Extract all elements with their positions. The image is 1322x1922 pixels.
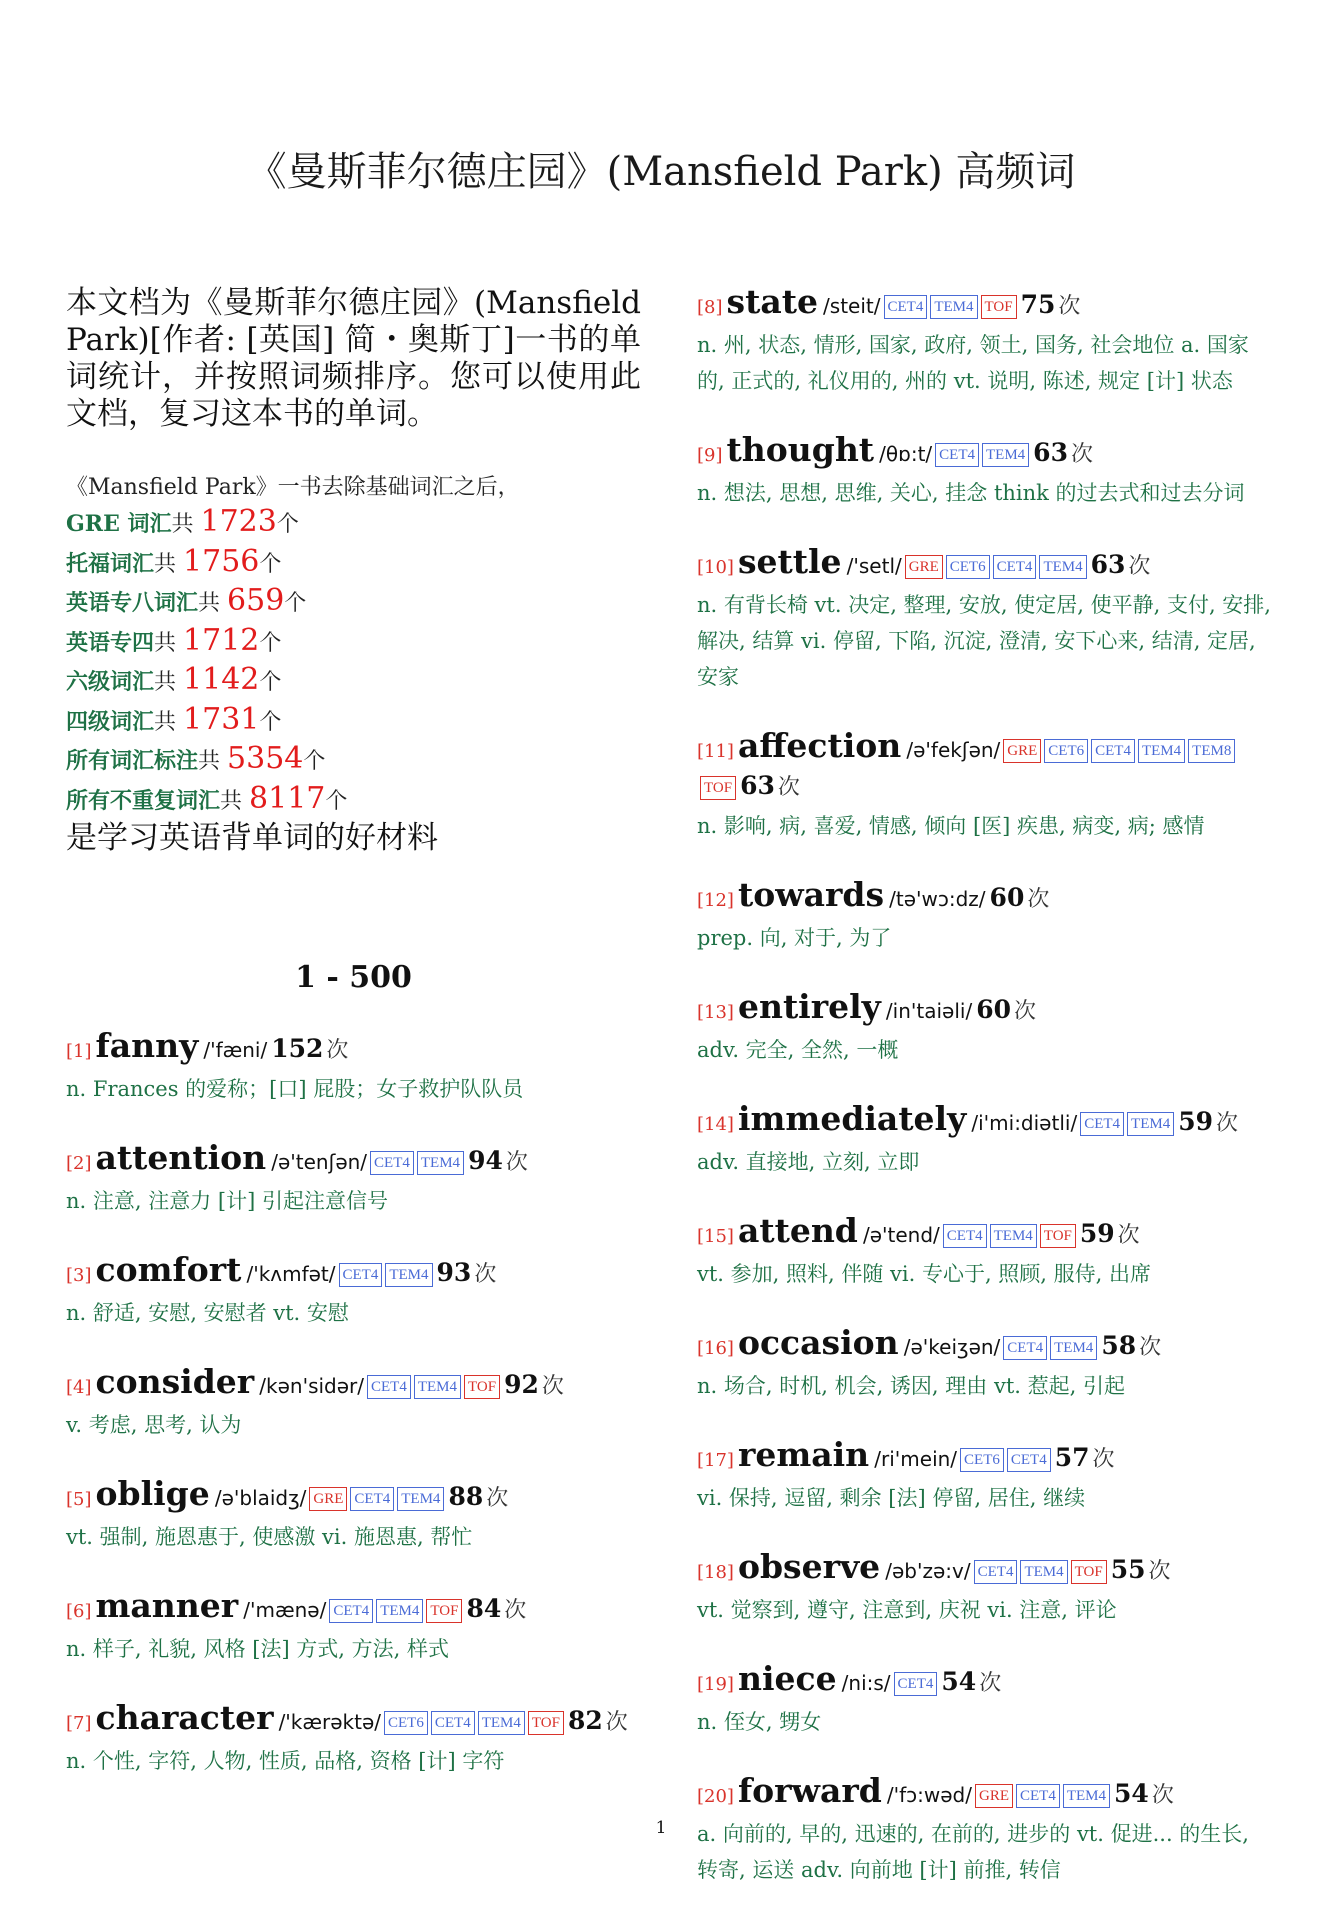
stat-suffix: 个 [276,512,299,537]
word-entry [697,1547,1272,1628]
entry-unit: 次 [1151,1783,1174,1808]
entry-phonetic: /'kærəktə/ [278,1710,382,1734]
entry-tag-badge: TEM8 [1188,739,1235,763]
entry-phonetic: /steit/ [823,294,881,318]
entry-tag-badge: TEM4 [385,1263,432,1287]
entry-word: comfort [95,1250,242,1289]
stat-label: 英语专四 [66,629,155,656]
entry-definition: n. 有背长椅 vt. 决定, 整理, 安放, 使定居, 使平静, 支付, 安排, 解决, 结算 vi. 停留, 下陷, 沉淀, 澄清, 安下心来, 结清, 定居, 安家 [697,593,1271,689]
entry-word: affection [737,726,902,765]
entry-headline [697,1659,1272,1702]
entry-index: [17] [697,1450,734,1471]
stat-pre: 共 [154,670,184,695]
word-entry [66,1362,641,1443]
word-entry [697,1099,1272,1180]
entry-tag-badge: TEM4 [1039,555,1086,579]
entry-unit: 次 [1070,442,1093,467]
entry-tag-badge: TEM4 [414,1375,461,1399]
entry-headline [66,1698,641,1741]
page-title: 《曼斯菲尔德庄园》(Mansfield Park) 高频词 [246,149,1076,195]
entry-unit: 次 [777,775,800,800]
entry-word: niece [737,1659,837,1698]
entry-word: attention [95,1138,267,1177]
stat-label: 英语专八词汇 [66,590,199,616]
entry-phonetic: /in'taiəli/ [885,999,973,1023]
stat-line [66,623,641,663]
entry-index: [20] [697,1786,734,1807]
word-entry [697,1323,1272,1404]
entry-index: [9] [697,445,723,466]
entry-phonetic: /əb'zə:v/ [885,1559,971,1583]
stat-suffix: 个 [303,749,326,774]
word-entry [66,1250,641,1331]
stats-tail: 是学习英语背单词的好材料 [66,820,438,856]
entry-tag-badge: CET4 [884,295,928,319]
entry-index: [11] [697,741,734,762]
entry-frequency: 54 [941,1667,977,1696]
stat-line [66,741,641,781]
entry-headline [697,875,1272,918]
entry-tag-badge: TOF [1071,1560,1107,1584]
left-entry-list [66,1026,641,1779]
entry-tag-badge: CET6 [384,1711,428,1735]
entry-headline [697,282,1272,325]
entry-index: [12] [697,890,734,911]
entry-frequency: 92 [504,1370,539,1399]
entry-frequency: 84 [466,1594,502,1623]
entry-tag-badge: CET4 [370,1151,414,1175]
entry-definition: vi. 保持, 逗留, 剩余 [法] 停留, 居住, 继续 [697,1486,1086,1510]
entry-tag-badge: TOF [981,295,1017,319]
entry-phonetic: /i'mi:diətli/ [971,1111,1078,1135]
entry-unit: 次 [1216,1111,1239,1136]
stat-pre: 共 [154,630,184,656]
entry-word: consider [95,1362,255,1401]
entry-word: towards [737,875,885,914]
entry-tag-badge: CET4 [974,1560,1018,1584]
entry-definition: vt. 参加, 照料, 伴随 vi. 专心于, 照顾, 服侍, 出席 [697,1262,1152,1286]
word-entry [697,1211,1272,1292]
entry-tag-badge: TEM4 [930,295,977,319]
stat-pre: 共 [198,749,228,774]
word-entry [697,542,1272,695]
entry-phonetic: /ə'keiʒən/ [903,1335,1001,1359]
entry-definition: n. 样子, 礼貌, 风格 [法] 方式, 方法, 样式 [66,1637,450,1661]
entry-tag-badge: CET4 [993,555,1037,579]
entry-index: [18] [697,1562,734,1583]
stat-line [66,702,641,742]
entry-frequency: 63 [1090,550,1126,579]
entry-tag-badge: TEM4 [1050,1336,1097,1360]
stat-count: 1723 [200,504,277,539]
entry-word: thought [726,430,875,469]
stat-count: 8117 [249,780,326,816]
entry-phonetic: /'setl/ [846,554,902,578]
stat-label: 四级词汇 [66,708,155,735]
entry-tag-badge: TEM4 [478,1711,525,1735]
word-entry [697,1435,1272,1516]
entry-word: observe [737,1547,881,1586]
entry-tag-badge: CET4 [339,1263,383,1287]
entry-headline [66,1250,641,1293]
entry-headline [697,1323,1272,1366]
entry-definition: a. 向前的, 早的, 迅速的, 在前的, 进步的 vt. 促进... 的生长, 转寄, 运送 adv. 向前地 [计] 前推, 转信 [697,1822,1249,1882]
entry-definition: prep. 向, 对于, 为了 [697,926,892,950]
stat-line [66,544,641,584]
entry-phonetic: /ə'tenʃən/ [271,1150,368,1174]
entry-phonetic: /kən'sidər/ [259,1374,365,1398]
stat-count: 1756 [183,543,260,579]
word-entry [697,875,1272,956]
entry-tag-badge: CET4 [1091,739,1135,763]
word-entry [697,726,1272,844]
stat-label: 所有不重复词汇 [66,787,221,814]
entry-unit: 次 [1058,294,1081,319]
entry-tag-badge: TEM4 [1138,739,1185,763]
entry-definition: adv. 直接地, 立刻, 立即 [697,1150,920,1174]
page-number: 1 [655,1818,667,1838]
entry-phonetic: /ə'blaidʒ/ [214,1486,307,1510]
entry-tag-badge: TEM4 [1127,1112,1174,1136]
stat-line [66,662,641,702]
entry-tag-badge: TOF [528,1711,564,1735]
stat-pre: 共 [171,512,201,537]
entry-word: fanny [95,1026,199,1065]
entry-phonetic: /'mænə/ [243,1598,327,1622]
entry-word: state [726,282,818,321]
entry-definition: n. 个性, 字符, 人物, 性质, 品格, 资格 [计] 字符 [66,1749,505,1773]
entry-definition: n. 注意, 注意力 [计] 引起注意信号 [66,1189,388,1213]
entry-tag-badge: CET4 [1007,1448,1051,1472]
entry-tag-badge: TEM4 [1020,1560,1067,1584]
entry-headline [697,1771,1272,1814]
stat-suffix: 个 [325,788,348,814]
right-entry-list [697,282,1272,1888]
entry-unit: 次 [1148,1559,1171,1584]
entry-index: [15] [697,1226,734,1247]
entry-tag-badge: TOF [464,1375,500,1399]
entry-headline [697,1211,1272,1254]
entry-phonetic: /ri'mein/ [874,1447,958,1471]
entry-unit: 次 [1027,887,1050,912]
intro-paragraph: 本文档为《曼斯菲尔德庄园》(Mansfield Park)[作者: [英国] 简・奥斯丁]一书的单词统计，并按照词频排序。您可以使用此文档，复习这本书的单词。 [66,285,641,432]
entry-frequency: 88 [448,1482,484,1511]
entry-index: [6] [66,1601,92,1622]
entry-definition: n. 影响, 病, 喜爱, 情感, 倾向 [医] 疾患, 病变, 病; 感情 [697,814,1205,838]
stat-count: 659 [227,583,285,618]
entry-definition: n. Frances 的爱称；[口] 屁股；女子救护队队员 [66,1077,524,1101]
entry-definition: v. 考虑, 思考, 认为 [66,1413,242,1437]
word-entry [66,1586,641,1667]
entry-tag-badge: CET6 [960,1448,1004,1472]
entry-word: immediately [737,1099,967,1138]
entry-frequency: 55 [1110,1555,1146,1584]
entry-phonetic: /ni:s/ [841,1671,891,1695]
stat-suffix: 个 [259,709,282,735]
entry-frequency: 93 [436,1258,472,1287]
entry-tag-badge: CET4 [350,1487,394,1511]
entry-tag-badge: TOF [1040,1224,1076,1248]
entry-headline [697,542,1272,585]
entry-tag-badge: CET4 [431,1711,475,1735]
range-heading: 1 - 500 [295,960,412,995]
entry-word: attend [737,1211,858,1250]
entry-definition: n. 场合, 时机, 机会, 诱因, 理由 vt. 惹起, 引起 [697,1374,1125,1398]
stat-suffix: 个 [259,551,282,577]
entry-index: [5] [66,1489,92,1510]
stat-line [66,583,641,623]
entry-headline [66,1474,641,1517]
entry-phonetic: /'fæni/ [203,1038,268,1062]
stat-count: 1712 [183,622,260,658]
entry-index: [4] [66,1377,92,1398]
stats-list [66,504,641,820]
entry-tag-badge: CET4 [367,1375,411,1399]
entry-tag-badge: TEM4 [417,1151,464,1175]
entry-unit: 次 [541,1374,564,1399]
entry-definition: n. 舒适, 安慰, 安慰者 vt. 安慰 [66,1301,349,1325]
entry-word: entirely [737,987,881,1026]
word-entry [697,1659,1272,1740]
entry-frequency: 82 [567,1706,603,1735]
entry-tag-badge: TEM4 [397,1487,444,1511]
entry-frequency: 94 [468,1146,503,1175]
entry-frequency: 59 [1079,1219,1115,1248]
stat-label: 六级词汇 [66,669,155,695]
entry-unit: 次 [474,1262,497,1287]
entry-unit: 次 [1014,999,1037,1024]
stat-count: 1142 [183,662,260,697]
stat-pre: 共 [198,591,228,616]
word-entry [697,987,1272,1068]
entry-tag-badge: GRE [905,555,943,579]
entry-index: [3] [66,1265,92,1286]
entry-tag-badge: CET4 [1003,1336,1047,1360]
stat-count: 1731 [183,701,260,737]
entry-frequency: 60 [976,995,1011,1024]
entry-frequency: 152 [271,1034,324,1063]
stat-suffix: 个 [284,591,307,616]
entry-frequency: 63 [1033,438,1068,467]
entry-frequency: 57 [1054,1443,1090,1472]
entry-word: character [95,1698,274,1737]
entry-headline [697,1547,1272,1590]
entry-index: [8] [697,297,723,318]
word-entry [66,1474,641,1555]
entry-word: forward [737,1771,882,1810]
entry-unit: 次 [979,1671,1002,1696]
entry-frequency: 60 [989,883,1025,912]
entry-frequency: 59 [1178,1107,1213,1136]
stat-pre: 共 [154,551,184,577]
entry-tag-badge: CET6 [946,555,990,579]
entry-tag-badge: GRE [1003,739,1041,763]
entry-definition: n. 侄女, 甥女 [697,1710,822,1734]
entry-tag-badge: TEM4 [982,443,1029,467]
entry-word: oblige [95,1474,210,1513]
entry-headline [66,1026,641,1069]
entry-headline [66,1586,641,1629]
stat-pre: 共 [220,788,250,814]
entry-headline [697,1099,1272,1142]
word-entry [697,282,1272,399]
entry-tag-badge: TOF [426,1599,462,1623]
right-column [697,282,1272,1922]
entry-unit: 次 [605,1710,628,1735]
entry-headline [66,1138,641,1181]
entry-index: [13] [697,1002,734,1023]
entry-index: [7] [66,1713,92,1734]
stat-line [66,781,641,821]
entry-index: [16] [697,1338,734,1359]
entry-unit: 次 [326,1038,349,1063]
entry-tag-badge: GRE [975,1784,1013,1808]
entry-tag-badge: CET4 [935,443,979,467]
entry-headline [697,430,1272,473]
entry-definition: adv. 完全, 全然, 一概 [697,1038,899,1062]
entry-word: occasion [737,1323,899,1362]
entry-tag-badge: CET4 [1080,1112,1124,1136]
stat-suffix: 个 [259,670,282,695]
entry-headline [697,1435,1272,1478]
entry-headline [697,987,1272,1030]
entry-word: remain [737,1435,870,1474]
entry-tag-badge: CET4 [943,1224,987,1248]
stat-label: 所有词汇标注 [66,748,199,774]
entry-index: [19] [697,1674,734,1695]
word-entry [66,1026,641,1107]
entry-frequency: 63 [740,771,775,800]
entry-headline [66,1362,641,1405]
entry-unit: 次 [1092,1447,1115,1472]
stat-line [66,504,641,544]
entry-tag-badge: GRE [309,1487,347,1511]
entry-headline [697,726,1272,806]
entry-tag-badge: TEM4 [990,1224,1037,1248]
entry-definition: n. 州, 状态, 情形, 国家, 政府, 领土, 国务, 社会地位 a. 国家的, 正式的, 礼仪用的, 州的 vt. 说明, 陈述, 规定 [计] 状态 [697,333,1249,393]
entry-frequency: 54 [1114,1779,1149,1808]
stat-label: GRE 词汇 [66,511,172,537]
stat-pre: 共 [154,709,184,735]
entry-index: [1] [66,1041,92,1062]
entry-definition: n. 想法, 思想, 思维, 关心, 挂念 think 的过去式和过去分词 [697,481,1245,505]
entry-unit: 次 [1128,554,1151,579]
stat-suffix: 个 [259,630,282,656]
entry-phonetic: /'kʌmfət/ [246,1262,336,1286]
entry-frequency: 75 [1020,290,1056,319]
entry-word: manner [95,1586,239,1625]
word-entry [66,1698,641,1779]
entry-phonetic: /ə'tend/ [862,1223,940,1247]
entry-tag-badge: TEM4 [1063,1784,1110,1808]
entry-phonetic: /ə'fekʃən/ [906,738,1001,762]
entry-definition: vt. 觉察到, 遵守, 注意到, 庆祝 vi. 注意, 评论 [697,1598,1117,1622]
entry-phonetic: /tə'wɔ:dz/ [889,887,986,911]
entry-phonetic: /'fɔ:wəd/ [886,1783,972,1807]
entry-unit: 次 [1117,1223,1140,1248]
word-entry [66,1138,641,1219]
entry-tag-badge: TEM4 [376,1599,423,1623]
entry-tag-badge: CET4 [329,1599,373,1623]
word-entry [697,430,1272,511]
entry-tag-badge: CET4 [894,1672,938,1696]
entry-word: settle [737,542,842,581]
entry-tag-badge: TOF [700,776,736,800]
entry-index: [14] [697,1114,734,1135]
entry-frequency: 58 [1101,1331,1137,1360]
entry-unit: 次 [504,1598,527,1623]
left-column [66,285,641,1813]
entry-tag-badge: CET4 [1016,1784,1060,1808]
entry-definition: vt. 强制, 施恩惠于, 使感激 vi. 施恩惠, 帮忙 [66,1525,473,1549]
entry-tag-badge: CET6 [1044,739,1088,763]
entry-unit: 次 [1139,1335,1162,1360]
entry-index: [2] [66,1153,92,1174]
stat-label: 托福词汇 [66,550,155,577]
entry-phonetic: /θɒ:t/ [879,442,933,466]
entry-unit: 次 [486,1486,509,1511]
stat-count: 5354 [227,741,304,776]
entry-unit: 次 [505,1150,528,1175]
stats-lead: 《Mansfield Park》一书去除基础词汇之后， [66,475,520,500]
entry-index: [10] [697,557,734,578]
